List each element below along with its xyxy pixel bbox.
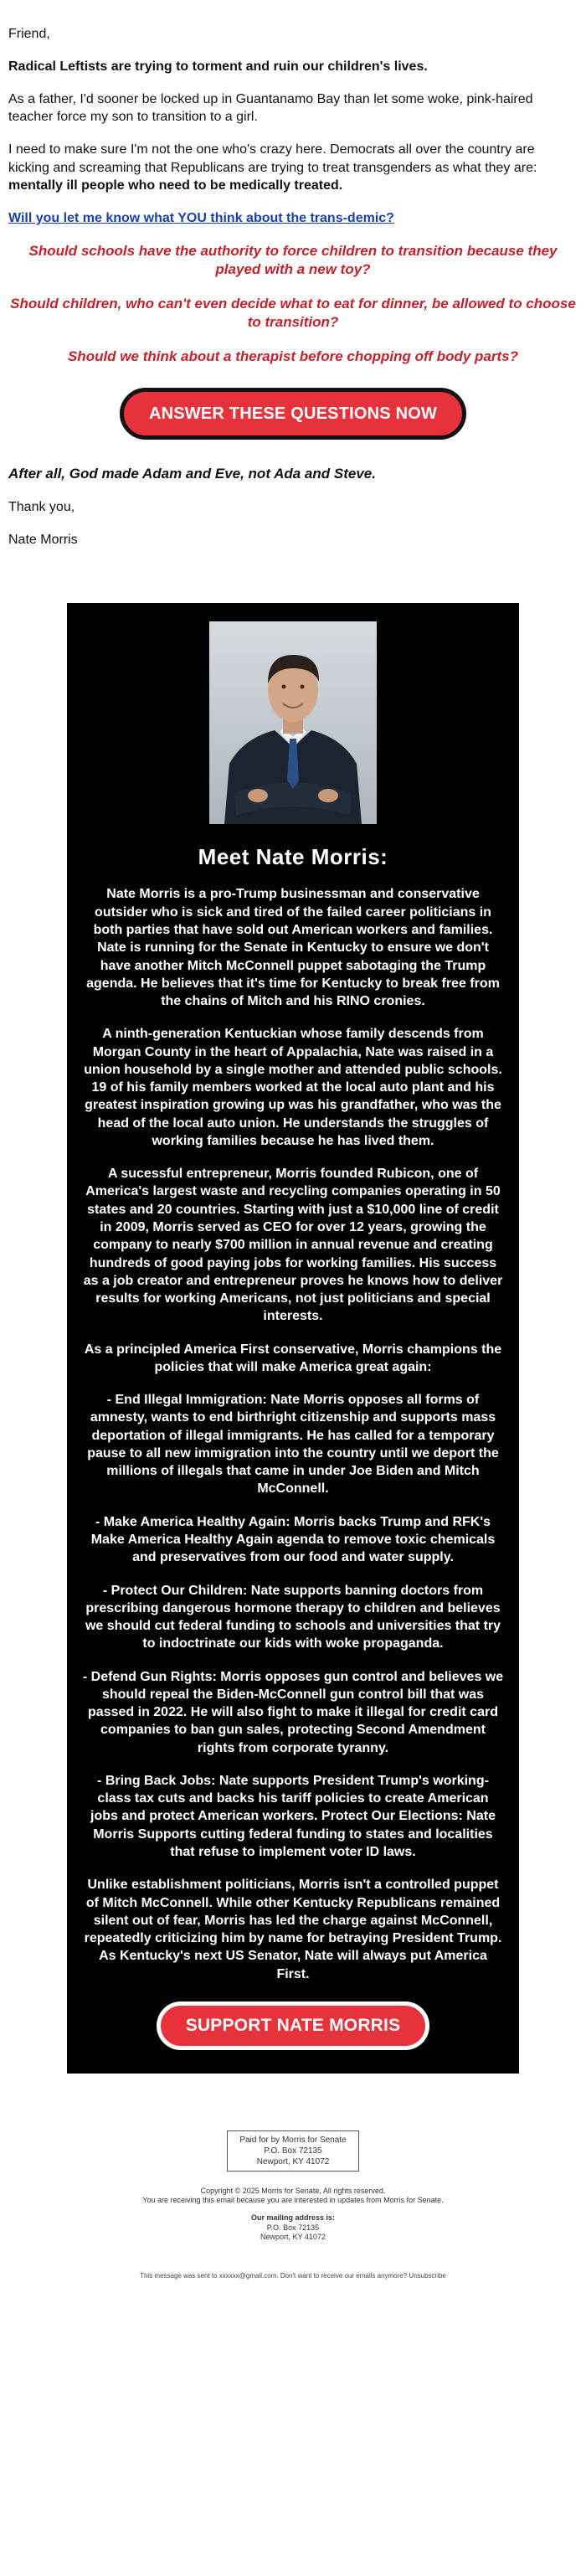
question-1: Should schools have the authority to force children to transition because they played with a new toy? xyxy=(28,242,558,278)
paragraph-crazy-bold: mentally ill people who need to be medically treated. xyxy=(8,178,343,193)
mailing-line: Newport, KY 41072 xyxy=(260,2232,326,2241)
headline: Radical Leftists are trying to torment and ruin our children's lives. xyxy=(8,59,428,75)
unsubscribe-text[interactable]: This message was sent to xxxxxx@gmail.com. Don't want to receive our emails anymore? Unsubscribe xyxy=(140,2272,446,2280)
policy-children: - Protect Our Children: Nate supports banning doctors from prescribing dangerous hormone therapy to children and believes we should cut federal funding to schools and universities that try to indoctrinate our kids with woke propaganda. xyxy=(85,1583,501,1651)
candidate-photo xyxy=(209,621,377,824)
paid-for-line: P.O. Box 72135 xyxy=(264,2146,322,2156)
bio-paragraph: Nate Morris is a pro-Trump businessman and conservative outsider who is sick and tired of the failed career politicians in both parties that have sold out American workers and families. Nate is running for the Senate in Kentucky to ensure we don't have another Mitch McConnell puppet sabotaging the Trump agenda. He believes that it's time for Kentucky to break free from the chains of Mitch and his RINO cronies. xyxy=(86,887,500,1009)
support-nate-morris-button[interactable]: SUPPORT NATE MORRIS xyxy=(157,2002,430,2050)
paragraph-crazy-lead: I need to make sure I'm not the one who's crazy here. Democrats all over the country are kicking and screaming that Republicans are trying to treat transgenders as what they are: xyxy=(8,142,537,175)
portrait-illustration xyxy=(209,621,377,824)
paid-for-line: Newport, KY 41072 xyxy=(256,2156,330,2166)
thanks-text: Thank you, xyxy=(8,499,75,514)
bio-heading: Meet Nate Morris: xyxy=(198,844,388,870)
signature: Nate Morris xyxy=(8,532,78,547)
bio-panel xyxy=(67,603,519,2073)
receiving-text: You are receiving this email because you are interested in updates from Morris for Senate. xyxy=(142,2196,444,2205)
letter-section xyxy=(0,0,586,549)
question-3: Should we think about a therapist before chopping off body parts? xyxy=(67,348,519,364)
policy-guns: - Defend Gun Rights: Morris opposes gun control and believes we should repeal the Biden-McConnell gun control bill that was passed in 2022. He will also fight to make it illegal for credit card companies to ban gun sales, protecting Second Amendment rights from corporate tyranny. xyxy=(82,1669,504,1755)
mailing-line: P.O. Box 72135 xyxy=(266,2223,320,2232)
paragraph-crazy xyxy=(8,141,578,193)
policy-jobs: - Bring Back Jobs: Nate supports President Trump's working-class tax cuts and backs his tariff policies to create American jobs and protect American workers. Protect Our Elections: Nate Morris Supports cutting federal funding to states and localities that refuse to implement voter ID laws. xyxy=(90,1773,496,1859)
question-2: Should children, who can't even decide what to eat for dinner, be allowed to choose to transition? xyxy=(10,295,576,331)
closing-line: After all, God made Adam and Eve, not Ada and Steve. xyxy=(8,466,376,482)
bio-paragraph: A sucessful entrepreneur, Morris founded Rubicon, one of America's largest waste and recycling companies operating in 50 states and 20 countries. Starting with just a $10,000 line of credit in 2009, Morris served as CEO for over 12 years, growing the company to nearly $700 million in annual revenue and creating hundreds of good paying jobs for working families. His success as a job creator and entrepreneur proves he knows how to deliver results for working Americans, not just politicians and special interests. xyxy=(83,1167,503,1324)
mailing-address xyxy=(0,2213,586,2242)
mailing-label: Our mailing address is: xyxy=(250,2213,336,2223)
policy-health: - Make America Healthy Again: Morris backs Trump and RFK's Make America Healthy Again agenda to remove toxic chemicals and preservatives from our food and water supply. xyxy=(90,1514,496,1565)
bio-paragraph: As a principled America First conservative, Morris champions the policies that will make America great again: xyxy=(84,1342,502,1374)
bio-paragraph: A ninth-generation Kentuckian whose family descends from Morgan County in the heart of Appalachia, Nate was raised in a union household by a single mother and attended public schools. 19 of his family members worked at the local auto plant and his greatest inspiration growing up was his grandfather, who was the head of the local auto union. He understands the struggles of working families because he has lived them. xyxy=(84,1027,502,1148)
paid-for-disclaimer xyxy=(227,2130,358,2172)
greeting: Friend, xyxy=(8,27,50,41)
survey-link[interactable]: Will you let me know what YOU think about the trans-demic? xyxy=(8,210,394,225)
paragraph-father: As a father, I'd sooner be locked up in Guantanamo Bay than let some woke, pink-haired teacher force my son to transition to a girl. xyxy=(8,92,533,125)
footer xyxy=(0,2130,586,2280)
copyright-text: Copyright © 2025 Morris for Senate, All rights reserved. xyxy=(200,2186,386,2195)
paid-for-line: Paid for by Morris for Senate xyxy=(239,2135,347,2145)
bio-paragraph: Unlike establishment politicians, Morris isn't a controlled puppet of Mitch McConnell. While other Kentucky Republicans remained silent out of fear, Morris has led the charge against McConnell, repeatedly criticizing him by name for betraying President Trump. As Kentucky's next US Senator, Nate will always put America First. xyxy=(84,1878,502,1981)
policy-immigration: - End Illegal Immigration: Nate Morris opposes all forms of amnesty, wants to end birthright citizenship and supports mass deportation of illegal immigrants. He has called for a temporary pause to all new immigration into the country until we deport the millions of illegals that came in under Joe Biden and Mitch McConnell. xyxy=(87,1393,499,1497)
answer-questions-button[interactable]: ANSWER THESE QUESTIONS NOW xyxy=(120,388,466,440)
